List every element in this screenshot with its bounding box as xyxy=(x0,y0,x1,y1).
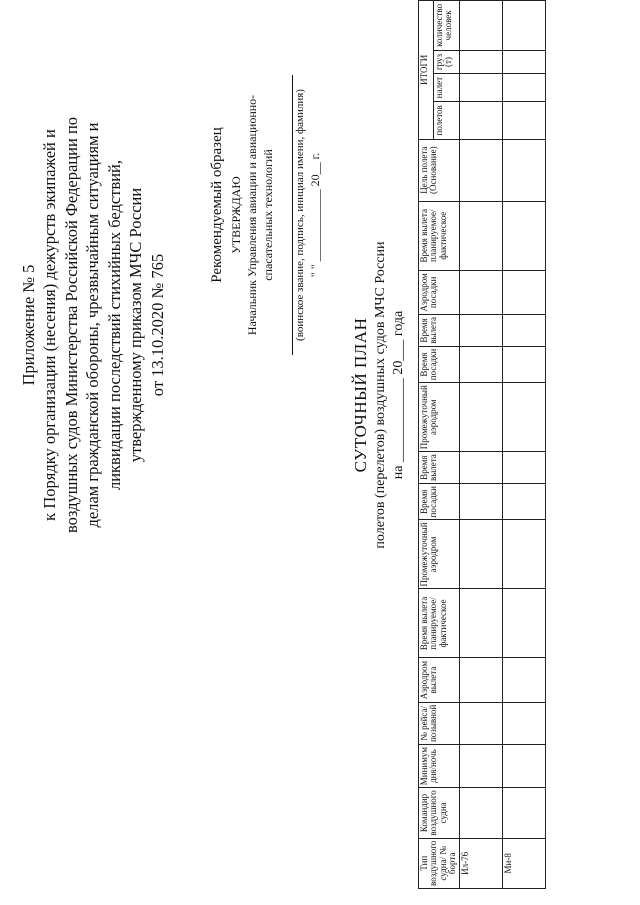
table-cell xyxy=(459,270,502,314)
recommended-sample-label: Рекомендуемый образец xyxy=(209,127,225,283)
plan-subtitle: полетов (перелетов) воздушных судов МЧС России xyxy=(373,241,389,549)
column-header: Цель полета (Основание) xyxy=(419,139,460,201)
column-header: Время вылета планируемое/ фактическое xyxy=(419,201,460,270)
plan-title: СУТОЧНЫЙ ПЛАН xyxy=(351,317,370,473)
table-cell xyxy=(502,102,545,139)
table-cell xyxy=(502,314,545,346)
table-cell xyxy=(502,139,545,201)
aircraft-type-cell: Ил-76 xyxy=(459,838,502,888)
table-cell xyxy=(459,589,502,658)
table-cell xyxy=(502,50,545,73)
table-cell xyxy=(502,702,545,744)
table-cell xyxy=(502,1,545,51)
plan-title-block xyxy=(350,185,408,605)
column-header: Тип воздушного судна/ № борта xyxy=(419,838,460,888)
table-cell xyxy=(502,201,545,270)
aircraft-type-cell: Ми-8 xyxy=(502,838,545,888)
annex-line: воздушных судов Министерства Российской Федерации по xyxy=(61,116,81,534)
table-cell xyxy=(459,383,502,452)
totals-column-header: полетов xyxy=(433,102,459,139)
annex-line: к Порядку организации (несения) дежурств экипажей и xyxy=(40,129,60,521)
table-cell xyxy=(502,74,545,102)
annex-line: Приложение № 5 xyxy=(19,264,38,386)
approver-position-cont: спасательных технологий xyxy=(261,149,276,281)
column-header: Минимум дня/ночь xyxy=(419,745,460,788)
approval-date: " " ____________ 20__ г. xyxy=(308,152,323,278)
table-cell xyxy=(459,788,502,838)
table-cell xyxy=(502,788,545,838)
table-cell xyxy=(502,270,545,314)
table-cell xyxy=(459,314,502,346)
table-cell xyxy=(459,102,502,139)
column-header: Командир воздушного судна xyxy=(419,788,460,838)
annex-line: делам гражданской обороны, чрезвычайным ситуациям и xyxy=(83,122,103,528)
table-cell xyxy=(459,745,502,788)
approval-heading: УТВЕРЖДАЮ xyxy=(229,176,243,254)
plan-date: на ____________ 20___ года xyxy=(391,310,407,480)
table-cell xyxy=(502,452,545,484)
column-header: Время вылета планируемое/ фактическое xyxy=(419,589,460,658)
annex-line: от 13.10.2020 № 765 xyxy=(147,253,167,397)
approval-block xyxy=(228,55,324,375)
table-cell xyxy=(502,484,545,520)
table-cell xyxy=(502,383,545,452)
table-cell xyxy=(459,74,502,102)
column-header: Время посадки xyxy=(419,484,460,520)
approver-position: Начальник Управления авиации и авиационно- xyxy=(245,94,260,336)
column-header: № рейса/ позывной xyxy=(419,702,460,744)
flight-plan-table xyxy=(418,0,546,889)
table-cell xyxy=(459,50,502,73)
table-cell xyxy=(459,346,502,382)
table-row xyxy=(502,1,545,889)
annex-header xyxy=(18,5,168,645)
annex-line: утвержденному приказом МЧС России xyxy=(126,187,146,463)
signature-hint: (воинское звание, подпись, инициал имени, фамилия) xyxy=(293,89,306,341)
table-cell xyxy=(459,139,502,201)
totals-column-header: налет xyxy=(433,74,459,102)
column-header: Аэродром вылета xyxy=(419,658,460,702)
table-cell xyxy=(459,452,502,484)
totals-column-header: количество человек xyxy=(433,1,459,51)
table-cell xyxy=(459,658,502,702)
table-cell xyxy=(502,589,545,658)
totals-column-header: груз (т) xyxy=(433,50,459,73)
table-cell xyxy=(459,702,502,744)
table-cell xyxy=(502,520,545,589)
table-cell xyxy=(459,484,502,520)
column-header: Промежуточный аэродром xyxy=(419,383,460,452)
table-cell xyxy=(502,346,545,382)
column-header: Время вылета xyxy=(419,314,460,346)
totals-header: ИТОГИ xyxy=(419,1,434,140)
column-header: Промежуточный аэродром xyxy=(419,520,460,589)
table-cell xyxy=(502,658,545,702)
column-header: Время посадки xyxy=(419,346,460,382)
table-cell xyxy=(459,1,502,51)
table-row xyxy=(459,1,502,889)
table-cell xyxy=(502,745,545,788)
column-header: Аэродром посадки xyxy=(419,270,460,314)
table-cell xyxy=(459,520,502,589)
table-header-row xyxy=(419,1,434,889)
annex-line: ликвидации последствий стихийных бедствий, xyxy=(104,159,124,491)
column-header: Время вылета xyxy=(419,452,460,484)
table-cell xyxy=(459,201,502,270)
